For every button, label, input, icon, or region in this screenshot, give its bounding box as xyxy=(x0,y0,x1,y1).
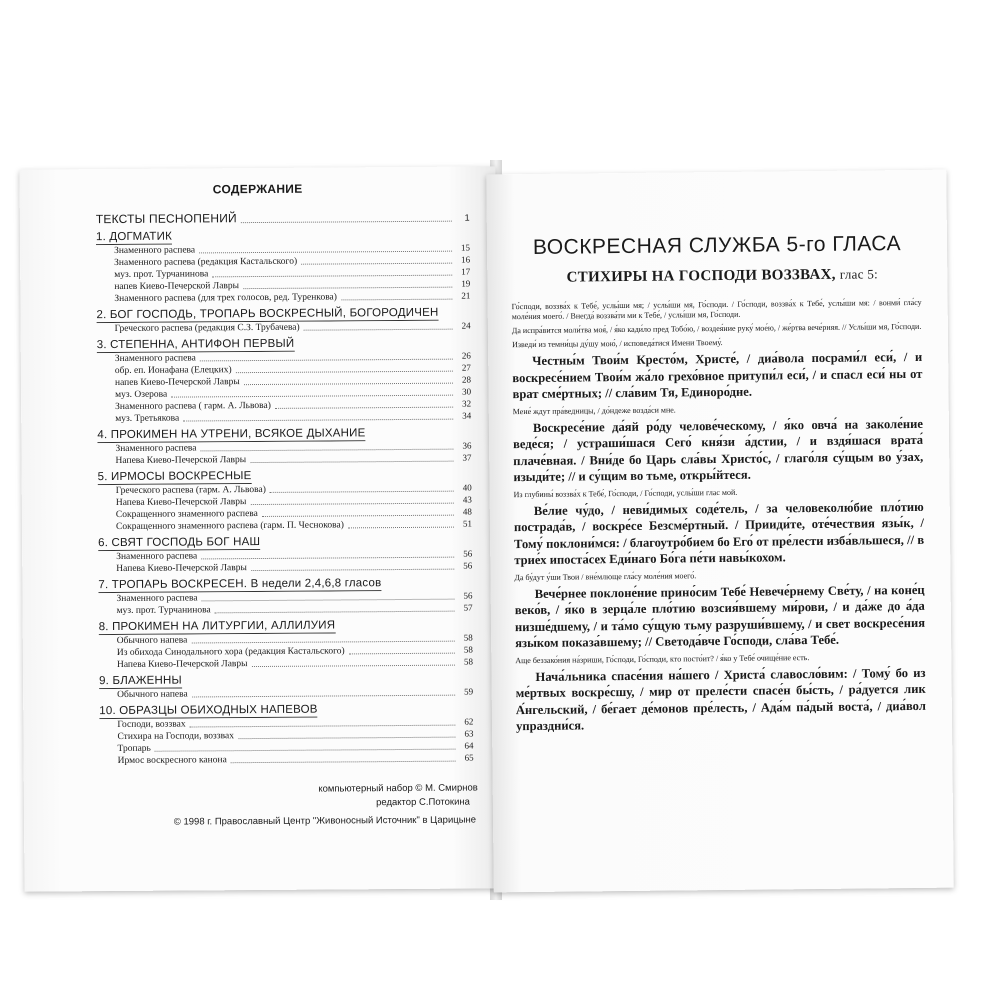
toc-section-label: 8. ПРОКИМЕН НА ЛИТУРГИИ, АЛЛИЛУИЯ xyxy=(98,619,336,634)
toc-item-label: муз. прот. Турчанинова xyxy=(114,269,209,281)
toc-item-label: Тропарь xyxy=(117,743,151,754)
sticheron-text: Воскресе́ние да́яй ро́ду челове́ческому, / я́ко овча́ на заколе́ние веде́ся; / устраши́шася Сего́ кня́зи а́дстии, / и вздя́шася врата́ плаче́вная. / Вни́де бо Царь сла́вы Христо́с, / глаго́ля су́щым во у́зах, изыди́те; // и су́щим во тьме, откры́йтеся. xyxy=(513,416,924,485)
stichera-heading-text: СТИХИРЫ НА ГОСПОДИ ВОЗЗВАХ, xyxy=(566,266,836,286)
toc-section-heading xyxy=(96,210,470,228)
toc-leader-dots xyxy=(199,250,452,254)
toc-leader-dots xyxy=(201,556,454,560)
toc-item-label: Знаменного распева xyxy=(115,443,197,455)
toc-item-label: Греческого распева (редакция С.З. Трубачева) xyxy=(114,322,300,335)
toc-item-label: Напева Киево-Печерской Лавры xyxy=(116,659,248,671)
toc-leader-dots xyxy=(212,274,452,278)
toc-page-number: 63 xyxy=(464,728,474,739)
colophon-editor: редактор С.Потокина xyxy=(376,796,470,809)
toc-page-number: 58 xyxy=(463,656,473,667)
toc-item-label: Знаменного распева ( гарм. А. Львова) xyxy=(115,400,271,413)
stichera-heading xyxy=(527,266,917,287)
toc-leader-dots xyxy=(192,694,455,698)
sticheron-text: Вече́рнее поклоне́ние прино́сим Тебе́ Невече́рнему Све́ту, / на коне́ц веко́в, / я́ко в зерца́ле пло́тию возсия́вшему ми́рови, / и да́же до а́да низше́дшему, / и та́мо су́щую тьму разруши́вшему, / и свет воскресе́ния язы́ком показа́вшему; // Светода́вче Го́споди, сла́ва Тебе́. xyxy=(514,582,926,651)
toc-item-label: муз. Озерова xyxy=(115,389,168,401)
toc-page-number: 28 xyxy=(461,374,471,385)
toc-page-number: 51 xyxy=(462,518,473,529)
psalm-verse: Да бу́дут у́ши Твои / вне́млюще гла́су моле́ния моего́. xyxy=(514,570,697,582)
toc-leader-dots xyxy=(250,460,453,463)
psalm-verse: Аще беззако́ния на́зриши, Го́споди, Го́споди, кто посто́ит? / я́ко у Тебе́ очище́ние есть. xyxy=(515,652,810,665)
psalm-verse: Да испра́вится моли́тва моя́, / я́ко кади́ло пред Тобо́ю, / воздея́ние руку́ мое́ю, / же́ртва вече́рняя. // Услы́ши мя, Го́споди. xyxy=(511,321,922,336)
service-title: ВОСКРЕСНАЯ СЛУЖБА 5-го ГЛАСА xyxy=(532,232,902,259)
toc-section-label: ТЕКСТЫ ПЕСНОПЕНИЙ xyxy=(95,211,237,227)
toc-item-label: Ирмос воскресного канона xyxy=(117,755,227,766)
toc-leader-dots xyxy=(183,418,453,422)
toc-item-label: Сокращенного знаменного распева (гарм. П. Чеснокова) xyxy=(115,520,344,533)
toc-page-number: 43 xyxy=(462,494,472,505)
toc-page-number: 58 xyxy=(463,632,473,643)
toc-item xyxy=(100,753,474,768)
sticheron-text: Честны́м Твои́м Кресто́м, Христе́, / диа́вола посрами́л еси́, / и воскресе́нием Твои́м жа́ло грехо́вное притупи́л еси́, / и спасл еси́ ны от врат сме́ртных; // сла́вим Тя, Единоро́дне. xyxy=(512,349,923,402)
stichera-body xyxy=(512,294,927,735)
toc-leader-dots xyxy=(241,220,452,223)
toc-section-label: 10. ОБРАЗЦЫ ОБИХОДНЫХ НАПЕВОВ xyxy=(99,703,318,718)
toc-leader-dots xyxy=(236,370,453,374)
psalm-verse: Мене́ ждут пра́ведницы, / до́ндеже возда́си мне. xyxy=(512,404,676,416)
toc-item-label: Господи, воззвах xyxy=(117,719,186,731)
toc-leader-dots xyxy=(215,610,455,614)
toc-section-label: 9. БЛАЖЕННЫ xyxy=(99,674,182,688)
toc-section-label: 6. СВЯТ ГОСПОДЬ БОГ НАШ xyxy=(98,535,261,550)
toc-item-label: напев Киево-Печерской Лавры xyxy=(114,281,240,293)
toc-page-number: 21 xyxy=(461,290,471,301)
toc-item-label: Обычного напева xyxy=(116,635,188,647)
toc-leader-dots xyxy=(244,382,453,385)
toc-leader-dots xyxy=(200,358,453,362)
stichera-tone: глас 5: xyxy=(839,266,879,282)
toc-section-label: 3. СТЕПЕННА, АНТИФОН ПЕРВЫЙ xyxy=(96,337,295,352)
toc-section-label: 7. ТРОПАРЬ ВОСКРЕСЕН. В недели 2,4,6,8 гласов xyxy=(98,577,382,592)
toc-leader-dots xyxy=(191,640,454,644)
toc-page-number: 62 xyxy=(464,716,474,727)
toc-item-label: муз. прот. Турчанинова xyxy=(116,605,211,617)
toc-page-number: 48 xyxy=(462,506,472,517)
toc-page-number: 15 xyxy=(461,242,471,253)
left-page xyxy=(19,166,500,891)
toc-item-label: Сокращенного знаменного распева xyxy=(115,509,258,521)
toc-leader-dots xyxy=(171,394,453,398)
toc-page-number: 16 xyxy=(461,254,471,265)
toc-section-label: 1. ДОГМАТИК xyxy=(95,230,173,244)
toc-page-number: 40 xyxy=(462,482,472,493)
toc-item-label: Греческого распева (гарм. А. Львова) xyxy=(115,484,266,497)
toc-section-heading xyxy=(96,306,470,324)
toc-leader-dots xyxy=(348,526,454,529)
toc-item-label: Знаменного распева xyxy=(116,551,198,563)
colophon-copyright: © 1998 г. Православный Центр "Живоносный Источник" в Царицыне xyxy=(173,814,477,828)
toc-leader-dots xyxy=(238,736,455,740)
toc-leader-dots xyxy=(243,286,452,289)
toc-leader-dots xyxy=(304,328,453,331)
right-page xyxy=(486,170,953,893)
toc-leader-dots xyxy=(202,598,455,602)
colophon-typeset: компьютерный набор © М. Смирнов xyxy=(318,782,478,795)
toc-item-label: Знаменного распева xyxy=(116,593,198,605)
toc-item-label: Из обихода Синодального хора (редакция Кастальского) xyxy=(116,646,345,659)
toc-page-number: 58 xyxy=(463,644,473,655)
toc-leader-dots xyxy=(231,760,456,764)
toc-section-label: 4. ПРОКИМЕН НА УТРЕНИ, ВСЯКОЕ ДЫХАНИЕ xyxy=(97,427,366,442)
toc-item-label: Знаменного распева (для трех голосов, ред. Туренкова) xyxy=(114,292,337,305)
toc-page-number: 19 xyxy=(461,278,471,289)
toc-section-label: 2. БОГ ГОСПОДЬ, ТРОПАРЬ ВОСКРЕСНЫЙ, БОГОРОДИЧЕН xyxy=(96,306,439,322)
psalm-verse: Из глубины́ воззва́х к Тебе́, Го́споди, / Го́споди, услы́ши глас мой. xyxy=(513,487,738,499)
toc-leader-dots xyxy=(155,748,456,752)
toc-leader-dots xyxy=(250,502,453,505)
toc-page-number: 65 xyxy=(464,752,474,763)
toc-item-label: Напева Киево-Печерской Лавры xyxy=(115,455,247,467)
toc-item-label: муз. Третьякова xyxy=(115,413,180,425)
toc-item-label: обр. еп. Ионафана (Елецких) xyxy=(114,365,232,377)
toc-leader-dots xyxy=(270,490,454,493)
toc-leader-dots xyxy=(190,724,456,728)
sticheron-text: Ве́лие чу́до, / неви́димых соде́тель, / за человеколю́бие пло́тию пострада́в, / воскре́се Безсме́ртный. / Прииди́те, оте́чествия язы́к, / Тому́ поклони́мся: / благоутро́бием бо Его́ от пре́лести изба́вльшеся, // в трие́х ипоста́сех Еди́наго Бо́га пе́ти навы́кохом. xyxy=(513,499,925,568)
toc-item-label: напев Киево-Печерской Лавры xyxy=(114,377,240,389)
toc-page-number: 17 xyxy=(461,266,471,277)
toc-page-number: 56 xyxy=(463,590,473,601)
toc-item-label: Знаменного распева (редакция Кастальского) xyxy=(114,256,298,269)
toc-leader-dots xyxy=(262,514,454,517)
toc-leader-dots xyxy=(275,406,453,409)
toc-item-label: Знаменного распева xyxy=(114,245,196,257)
toc-page-number: 26 xyxy=(461,350,471,361)
toc-page-number: 37 xyxy=(462,452,472,463)
toc-page-number: 1 xyxy=(464,212,470,223)
toc-page-number: 56 xyxy=(463,560,473,571)
toc-leader-dots xyxy=(301,262,452,265)
toc-item-label: Обычного напева xyxy=(117,689,188,701)
toc-section-label: 5. ИРМОСЫ ВОСКРЕСНЫЕ xyxy=(97,470,252,484)
toc-page-number: 36 xyxy=(462,440,472,451)
toc-item-label: Напева Киево-Печерской Лавры xyxy=(116,563,247,575)
toc-page-number: 59 xyxy=(464,686,474,697)
toc-page-number: 57 xyxy=(463,602,473,613)
toc-leader-dots xyxy=(201,448,454,452)
psalm-verse: Изведи́ из темни́цы ду́шу мою́, / исповеда́тися Имени Твоему́. xyxy=(511,337,723,350)
toc-page-number: 27 xyxy=(461,362,471,373)
toc-item-label: Напева Киево-Печерской Лавры xyxy=(115,497,247,509)
psalm-verse: Го́споди, воззва́х к Тебе́, услы́ши мя; / услы́ши мя, Го́споди. / Го́споди, воззва́х к Тебе́, услы́ши мя: / вонми́ гла́су моле́ния моего́. / Внегда́ воззва́ти ми к Тебе́, / услы́ши мя, Го́споди. xyxy=(511,297,922,322)
toc-leader-dots xyxy=(341,298,452,301)
table-of-contents xyxy=(96,207,474,768)
toc-page-number: 64 xyxy=(464,740,474,751)
toc-page-number: 30 xyxy=(462,386,472,397)
toc-leader-dots xyxy=(252,664,455,667)
toc-page-number: 34 xyxy=(462,410,472,421)
toc-page-number: 24 xyxy=(461,320,471,331)
toc-leader-dots xyxy=(251,568,454,571)
toc-item-label: Знаменного распева xyxy=(114,353,196,365)
toc-item-label: Стихира на Господи, воззвах xyxy=(117,731,234,743)
sticheron-text: Нача́льника спасе́ния на́шего / Христа́ славосло́вим: / Тому́ бо из ме́ртвых воскре́сшу, / мир от преле́сти спасе́н бы́сть, / ра́дуется лик А́нгельский, / бе́гает де́монов пре́лесть, / Ада́м па́дый воста́, / диа́вол упраздни́ся. xyxy=(515,665,926,734)
toc-title: СОДЕРЖАНИЕ xyxy=(212,181,303,197)
toc-page-number: 56 xyxy=(463,548,473,559)
toc-leader-dots xyxy=(349,652,455,655)
toc-page-number: 32 xyxy=(462,398,472,409)
